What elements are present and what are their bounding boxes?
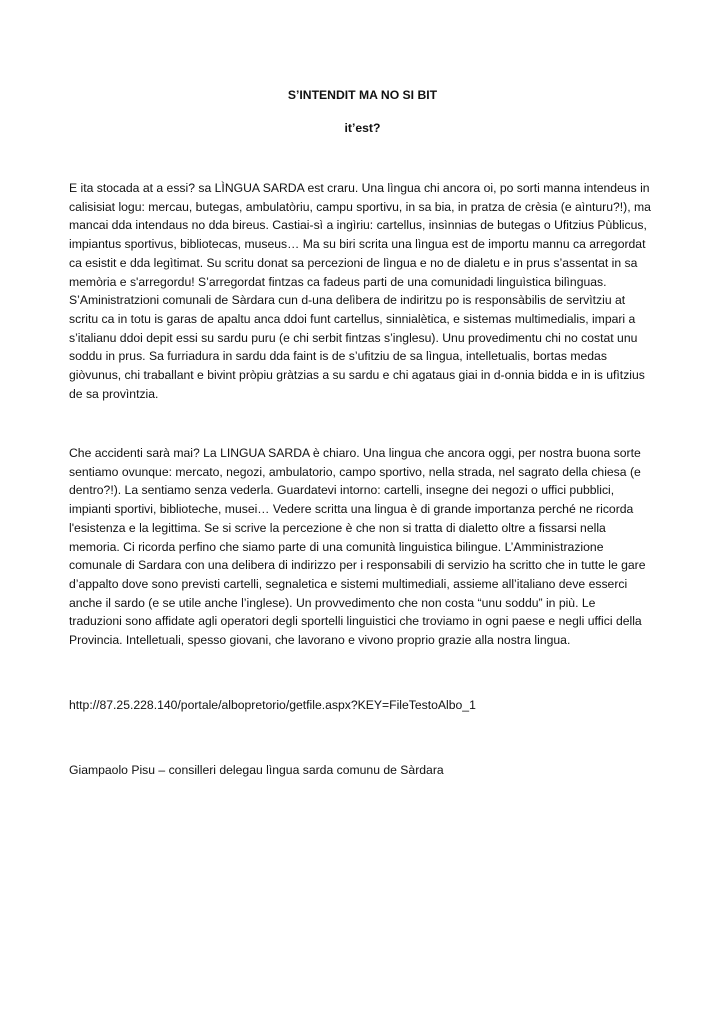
signature-line: Giampaolo Pisu – consilleri delegau lìngua sarda comunu de Sàrdara xyxy=(69,763,444,777)
document-title: S’INTENDIT MA NO SI BIT xyxy=(287,88,438,102)
paragraph-sardinian: E ita stocada at a essi? sa LÌNGUA SARDA est craru. Una lìngua chi ancora oi, po sorti manna intendeus in calisisiat logu: mercau, butegas, ambulatòriu, campu sportivu, in sa bia, in pratza de crèsia (e aìnturu?!), ma mancai dda intendaus no dda bireus. Castiai-sì a ingìriu: cartellus, insìnnias de butegas o Ufitzius Pùblicus, impiantus sportivus, bibliotecas, museus… Ma su biri scrita una lìngua est de importu mannu ca arregordat ca esistit e dda legìtimat. Su scritu donat sa percezioni de lìngua e no de dialetu e in prus s’assentat in sa memòria e s'arregordu! S’arregordat fintzas ca fadeus parti de una comunidadi linguìstica bilìnguas. S’Aministratzioni comunali de Sàrdara cun d-una delìbera de indiritzu po is responsàbilis de servìtziu at scritu ca in totu is garas de apaltu anca ddoi funt cartellus, sinnialètica, e sistemas multimedialis, impari a s’italianu ddoi depit essi su sardu puru (e chi serbit fintzas s’inglesu). Unu provedimentu chi no costat unu soddu in prus. Sa furriadura in sardu dda faint is de s’ufitziu de sa lìngua, intelletualis, bortas medas giòvunus, chi traballant e bivint pròpiu gràtzias a su sardu e chi agataus giai in d-onnia bidda e in is ufìtzius de sa provìntzia. xyxy=(69,181,651,401)
source-link[interactable]: http://87.25.228.140/portale/albopretorio/getfile.aspx?KEY=FileTestoAlbo_1 xyxy=(69,698,476,712)
document-subtitle: it’est? xyxy=(344,121,381,135)
paragraph-italian: Che accidenti sarà mai? La LINGUA SARDA è chiaro. Una lingua che ancora oggi, per nostra buona sorte sentiamo ovunque: mercato, negozi, ambulatorio, campo sportivo, nella strada, nel sagrato della chiesa (e dentro?!). La sentiamo senza vederla. Guardatevi intorno: cartelli, insegne dei negozi o uffici pubblici, impianti sportivi, biblioteche, musei… Vedere scritta una lingua è di grande importanza perché ne ricorda l'esistenza e la legittima. Se si scrive la percezione è che non si tratta di dialetto oltre a fissarsi nella memoria. Ci ricorda perfino che siamo parte di una comunità linguistica bilingue. L’Amministrazione comunale di Sardara con una delibera di indirizzo per i responsabili di servizio ha scritto che in tutte le gare d’appalto dove sono previsti cartelli, segnaletica e sistemi multimediali, assieme all’italiano deve esserci anche il sardo (e se utile anche l’inglese). Un provvedimento che non costa “unu soddu” in più. Le traduzioni sono affidate agli operatori degli sportelli linguistici che troviamo in ogni paese e negli uffici della Provincia. Intelletuali, spesso giovani, che lavorano e vivono proprio grazie alla nostra lingua. xyxy=(69,446,646,648)
